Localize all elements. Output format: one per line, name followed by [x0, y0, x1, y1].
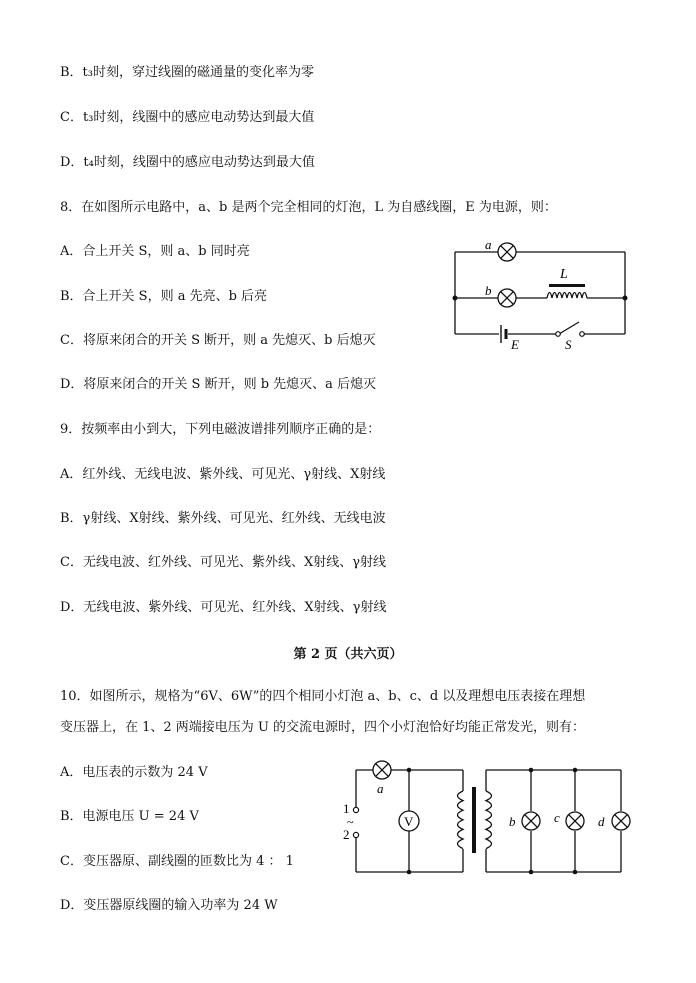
q7-option-b: B．t₃时刻，穿过线圈的磁通量的变化率为零	[60, 65, 314, 80]
lamp-b-icon	[522, 812, 540, 830]
label-c: c	[554, 810, 560, 825]
label-S: S	[565, 337, 572, 352]
primary-coil-icon	[458, 791, 464, 849]
lamp-a-icon	[373, 761, 391, 779]
label-1: 1	[343, 801, 350, 816]
label-d: d	[598, 814, 605, 829]
secondary-coil-icon	[486, 791, 492, 849]
q10-stem-line2: 变压器上，在 1、2 两端接电压为 U 的交流电源时，四个小灯泡恰好均能正常发光，则有：	[60, 720, 586, 735]
q9-option-c: C．无线电波、红外线、可见光、紫外线、X射线、γ射线	[60, 555, 386, 570]
q10-option-d: D．变压器原线圈的输入功率为 24 W	[60, 898, 278, 913]
label-a: a	[485, 237, 492, 252]
q10-transformer-diagram	[338, 755, 638, 880]
page-footer: 第 2 页（共六页）	[293, 647, 403, 662]
label-L: L	[560, 267, 568, 282]
lamp-b-icon	[498, 289, 516, 307]
transformer-core-icon	[472, 787, 476, 853]
q8-option-b: B．合上开关 S，则 a 先亮、b 后亮	[60, 289, 268, 304]
inductor-icon	[547, 284, 587, 298]
q10-option-a: A．电压表的示数为 24 V	[60, 765, 208, 780]
q10-option-b: B．电源电压 U = 24 V	[60, 809, 199, 824]
q9-option-b: B．γ射线、X射线、紫外线、可见光、红外线、无线电波	[60, 511, 386, 526]
lamp-a-icon	[498, 243, 516, 261]
q9-option-a: A．红外线、无线电波、紫外线、可见光、γ射线、X射线	[60, 467, 386, 482]
voltmeter-icon	[399, 811, 419, 831]
voltmeter-label: V	[404, 814, 414, 829]
battery-icon	[501, 325, 506, 343]
label-b: b	[509, 814, 516, 829]
q8-option-d: D．将原来闭合的开关 S 断开，则 b 先熄灭、a 后熄灭	[60, 377, 377, 392]
label-2: 2	[343, 827, 350, 842]
lamp-c-icon	[566, 812, 584, 830]
q9-option-d: D．无线电波、紫外线、可见光、红外线、X射线、γ射线	[60, 600, 387, 615]
q7-option-c: C．t₃时刻，线圈中的感应电动势达到最大值	[60, 110, 315, 125]
label-b: b	[485, 283, 492, 298]
q10-option-c: C．变压器原、副线圈的匝数比为 4 ： 1	[60, 854, 294, 869]
q9-stem: 9．按频率由小到大，下列电磁波谱排列顺序正确的是：	[60, 422, 381, 437]
q10-stem-line1: 10．如图所示，规格为“6V、6W”的四个相同小灯泡 a、b、c、d 以及理想电压表接在理想	[60, 689, 586, 704]
switch-icon	[556, 332, 585, 337]
q8-option-c: C．将原来闭合的开关 S 断开，则 a 先熄灭、b 后熄灭	[60, 333, 376, 348]
label-ac: ~	[347, 815, 354, 829]
q8-stem: 8．在如图所示电路中，a、b 是两个完全相同的灯泡，L 为自感线圈，E 为电源，则：	[60, 200, 557, 215]
terminal-icon	[353, 807, 358, 837]
q8-circuit-diagram	[445, 232, 635, 357]
q8-option-a: A．合上开关 S，则 a、b 同时亮	[60, 244, 250, 259]
lamp-d-icon	[612, 812, 630, 830]
q7-option-d: D．t₄时刻，线圈中的感应电动势达到最大值	[60, 155, 315, 170]
label-E: E	[511, 337, 519, 352]
label-a: a	[377, 781, 384, 796]
